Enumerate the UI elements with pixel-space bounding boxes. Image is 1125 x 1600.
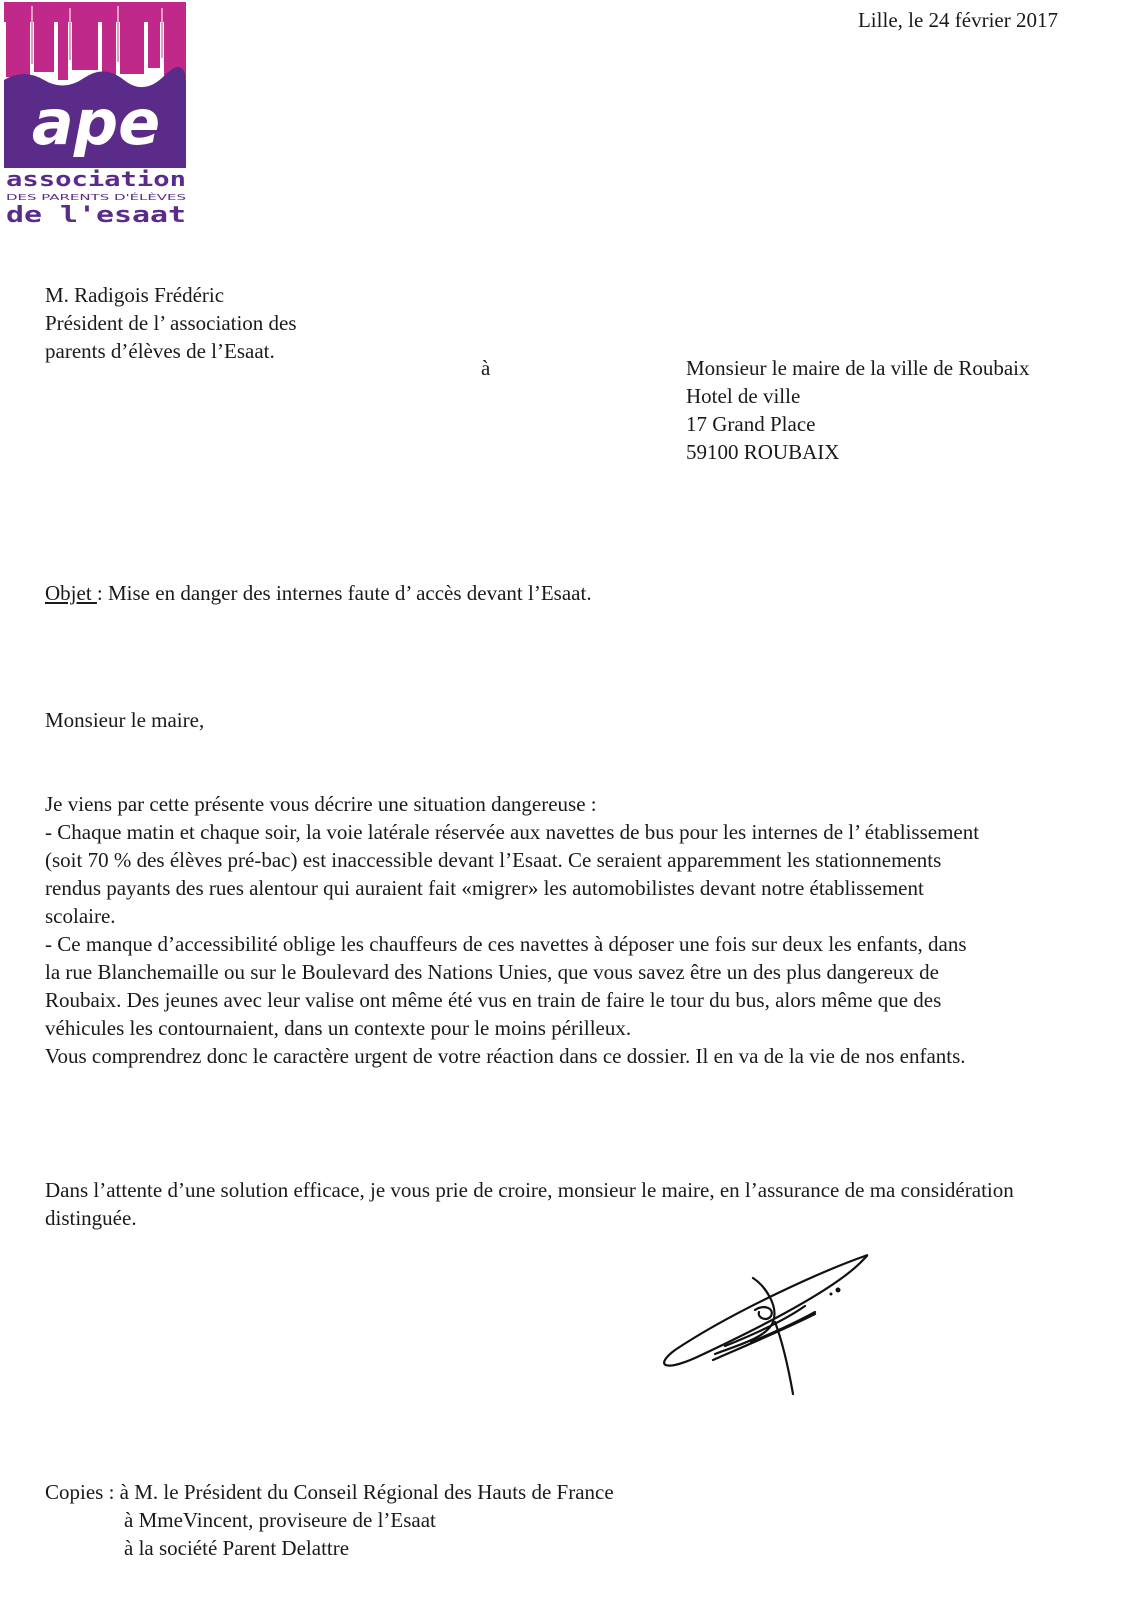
body-line: Je viens par cette présente vous décrire une situation dangereuse : — [45, 792, 597, 816]
copies-label: Copies : — [45, 1480, 115, 1504]
body-line: Roubaix. Des jeunes avec leur valise ont même été vus en train de faire le tour du bus, alors même que des — [45, 988, 942, 1012]
salutation: Monsieur le maire, — [45, 708, 205, 732]
copies-item: à MmeVincent, proviseure de l’Esaat — [124, 1508, 436, 1532]
sender-line: parents d’élèves de l’Esaat. — [45, 339, 275, 363]
recipient-line: 59100 ROUBAIX — [686, 440, 840, 464]
copies-item: à M. le Président du Conseil Régional des Hauts de France — [119, 1480, 614, 1504]
closing-paragraph — [45, 1176, 1075, 1232]
copies-item: à la société Parent Delattre — [124, 1536, 350, 1560]
logo-association-text: association — [6, 167, 186, 191]
logo-parents-text: DES PARENTS D'ÉLÈVES — [6, 193, 103, 202]
letter-date: Lille, le 24 février 2017 — [857, 8, 1058, 32]
recipient-prefix: à — [481, 356, 491, 380]
handwritten-signature — [655, 1250, 875, 1400]
logo-ape-text: ape — [31, 86, 161, 159]
ape-logo — [4, 2, 190, 230]
copies-row — [45, 1534, 614, 1562]
closing-line: distinguée. — [45, 1206, 137, 1230]
copies-block — [45, 1478, 614, 1562]
sender-block — [45, 281, 297, 365]
logo-esaat-text: de l'esaat — [6, 203, 186, 228]
recipient-line: Monsieur le maire de la ville de Roubaix — [686, 356, 1030, 380]
recipient-block — [686, 354, 1030, 466]
sender-line: M. Radigois Frédéric — [45, 283, 225, 307]
object-text: Mise en danger des internes faute d’ accès devant l’Esaat. — [102, 581, 592, 605]
body-line: (soit 70 % des élèves pré-bac) est inaccessible devant l’Esaat. Ce seraient apparemment les stationnements — [45, 848, 942, 872]
body-line: rendus payants des rues alentour qui auraient fait «migrer» les automobilistes devant notre établissement — [45, 876, 924, 900]
object-line — [45, 579, 592, 607]
body-line: véhicules les contournaient, dans un contexte pour le moins périlleux. — [45, 1016, 632, 1040]
object-label: Objet — [45, 581, 97, 605]
closing-line: Dans l’attente d’une solution efficace, je vous prie de croire, monsieur le maire, en l’assurance de ma considération — [45, 1178, 1014, 1202]
body-line: la rue Blanchemaille ou sur le Boulevard des Nations Unies, que vous savez être un des plus dangereux de — [45, 960, 939, 984]
letter-body — [45, 790, 1065, 1070]
copies-row — [45, 1506, 614, 1534]
body-line: scolaire. — [45, 904, 116, 928]
object-separator: : — [96, 581, 103, 605]
body-line: Vous comprendrez donc le caractère urgent de votre réaction dans ce dossier. Il en va de la vie de nos enfants. — [45, 1044, 966, 1068]
body-line: - Ce manque d’accessibilité oblige les chauffeurs de ces navettes à déposer une fois sur deux les enfants, dans — [45, 932, 967, 956]
recipient-line: Hotel de ville — [686, 384, 801, 408]
sender-line: Président de l’ association des — [45, 311, 297, 335]
recipient-line: 17 Grand Place — [686, 412, 816, 436]
body-line: - Chaque matin et chaque soir, la voie latérale réservée aux navettes de bus pour les internes de l’ établissement — [45, 820, 980, 844]
copies-row — [45, 1478, 614, 1506]
